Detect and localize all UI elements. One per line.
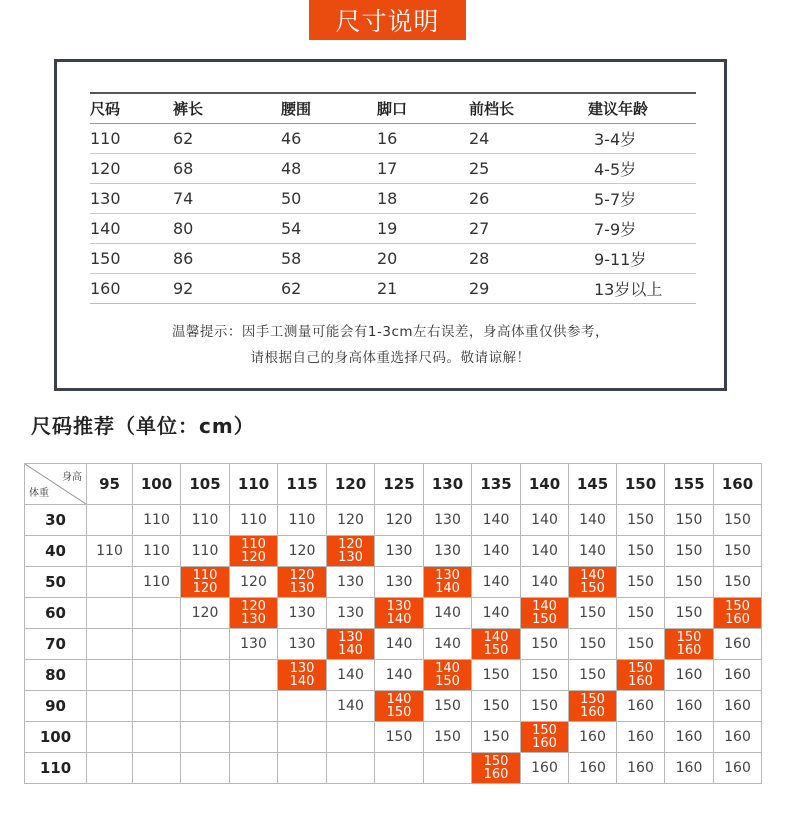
size-value: 120 xyxy=(192,581,218,596)
weight-header-cell: 70 xyxy=(25,629,87,660)
corner-weight-label: 体重 xyxy=(29,488,49,499)
column-header: 脚口 xyxy=(377,93,469,124)
size-between-cell xyxy=(521,722,569,753)
size-cell: 150 xyxy=(665,505,714,536)
table-cell: 3-4岁 xyxy=(588,124,696,154)
height-header-cell: 130 xyxy=(424,464,472,505)
size-cell: 120 xyxy=(278,536,327,567)
size-cell: 150 xyxy=(617,567,665,598)
empty-cell xyxy=(133,660,181,691)
size-spec-header-row xyxy=(90,93,696,124)
size-cell: 140 xyxy=(569,536,617,567)
size-value: 140 xyxy=(580,568,605,583)
size-cell: 140 xyxy=(472,598,521,629)
column-header: 裤长 xyxy=(173,93,281,124)
size-value: 150 xyxy=(532,612,557,627)
column-header: 前档长 xyxy=(469,93,588,124)
size-between-cell xyxy=(375,691,424,722)
size-cell: 110 xyxy=(133,567,181,598)
table-cell: 18 xyxy=(377,184,469,214)
size-value: 150 xyxy=(435,674,460,689)
size-cell: 130 xyxy=(327,567,375,598)
empty-cell xyxy=(87,722,133,753)
size-cell: 130 xyxy=(375,567,424,598)
empty-cell xyxy=(230,722,278,753)
size-cell: 140 xyxy=(472,536,521,567)
size-value: 130 xyxy=(289,581,315,596)
size-cell: 160 xyxy=(665,691,714,722)
size-cell: 150 xyxy=(424,691,472,722)
weight-header-cell: 40 xyxy=(25,536,87,567)
height-header-cell: 150 xyxy=(617,464,665,505)
empty-cell xyxy=(133,722,181,753)
size-cell: 160 xyxy=(569,722,617,753)
table-cell: 24 xyxy=(469,124,588,154)
empty-cell xyxy=(87,598,133,629)
size-cell: 140 xyxy=(569,505,617,536)
weight-row xyxy=(25,505,762,536)
empty-cell xyxy=(133,598,181,629)
note-line-2: 请根据自己的身高体重选择尺码。敬请谅解！ xyxy=(250,350,531,366)
table-cell: 140 xyxy=(90,214,173,244)
size-cell: 150 xyxy=(714,536,762,567)
empty-cell xyxy=(181,753,230,784)
size-between-cell xyxy=(665,629,714,660)
size-between-cell xyxy=(327,536,375,567)
empty-cell xyxy=(278,753,327,784)
table-cell: 50 xyxy=(281,184,377,214)
height-header-cell: 140 xyxy=(521,464,569,505)
size-cell: 150 xyxy=(521,660,569,691)
column-header: 腰围 xyxy=(281,93,377,124)
height-header-cell: 115 xyxy=(278,464,327,505)
height-header-cell: 125 xyxy=(375,464,424,505)
table-cell: 150 xyxy=(90,244,173,274)
size-cell: 150 xyxy=(665,536,714,567)
size-cell: 150 xyxy=(665,567,714,598)
size-cell: 150 xyxy=(521,691,569,722)
size-cell: 150 xyxy=(569,598,617,629)
column-header: 尺码 xyxy=(90,93,173,124)
size-cell: 140 xyxy=(327,691,375,722)
empty-cell xyxy=(230,660,278,691)
size-value: 160 xyxy=(676,643,702,658)
size-value: 130 xyxy=(435,568,460,583)
table-row xyxy=(90,274,696,304)
size-value: 140 xyxy=(386,612,412,627)
empty-cell xyxy=(230,691,278,722)
table-cell: 26 xyxy=(469,184,588,214)
size-value: 120 xyxy=(289,568,315,583)
size-value: 130 xyxy=(386,599,412,614)
table-cell: 62 xyxy=(281,274,377,304)
table-cell: 160 xyxy=(90,274,173,304)
size-value: 110 xyxy=(241,537,266,552)
size-cell: 110 xyxy=(181,505,230,536)
size-cell: 140 xyxy=(424,598,472,629)
size-guide-banner xyxy=(309,0,466,40)
empty-cell xyxy=(133,691,181,722)
size-cell: 110 xyxy=(278,505,327,536)
size-value: 160 xyxy=(725,612,750,627)
size-cell: 140 xyxy=(327,660,375,691)
size-value: 150 xyxy=(483,643,509,658)
size-cell: 160 xyxy=(617,753,665,784)
table-cell: 80 xyxy=(173,214,281,244)
size-between-cell xyxy=(230,536,278,567)
height-header-cell: 120 xyxy=(327,464,375,505)
size-cell: 150 xyxy=(424,722,472,753)
weight-row xyxy=(25,722,762,753)
size-value: 150 xyxy=(532,723,557,738)
height-header-cell: 95 xyxy=(87,464,133,505)
weight-row xyxy=(25,567,762,598)
weight-row xyxy=(25,753,762,784)
size-cell: 130 xyxy=(230,629,278,660)
empty-cell xyxy=(87,567,133,598)
size-cell: 140 xyxy=(521,536,569,567)
size-cell: 150 xyxy=(472,722,521,753)
size-cell: 120 xyxy=(230,567,278,598)
height-header-row xyxy=(25,464,762,505)
empty-cell xyxy=(87,505,133,536)
size-cell: 140 xyxy=(424,629,472,660)
table-cell: 9-11岁 xyxy=(588,244,696,274)
height-header-cell: 100 xyxy=(133,464,181,505)
height-header-cell: 160 xyxy=(714,464,762,505)
size-cell: 140 xyxy=(521,567,569,598)
size-cell: 150 xyxy=(665,598,714,629)
size-cell: 110 xyxy=(133,505,181,536)
size-cell: 150 xyxy=(617,505,665,536)
size-between-cell xyxy=(424,660,472,691)
size-value: 130 xyxy=(338,550,363,565)
size-cell: 110 xyxy=(133,536,181,567)
table-cell: 16 xyxy=(377,124,469,154)
size-value: 120 xyxy=(241,599,266,614)
size-cell: 160 xyxy=(714,722,762,753)
table-cell: 62 xyxy=(173,124,281,154)
banner-title: 尺寸说明 xyxy=(335,7,440,36)
size-recommend-grid xyxy=(24,463,762,784)
empty-cell xyxy=(133,753,181,784)
size-spec-panel xyxy=(54,59,727,391)
size-cell: 150 xyxy=(714,567,762,598)
empty-cell xyxy=(87,629,133,660)
size-cell: 140 xyxy=(375,660,424,691)
table-cell: 13岁以上 xyxy=(588,274,696,304)
size-between-cell xyxy=(569,691,617,722)
table-cell: 4-5岁 xyxy=(588,154,696,184)
size-cell: 110 xyxy=(181,536,230,567)
size-value: 150 xyxy=(676,630,702,645)
weight-row xyxy=(25,691,762,722)
table-cell: 28 xyxy=(469,244,588,274)
weight-header-cell: 50 xyxy=(25,567,87,598)
size-value: 140 xyxy=(483,630,509,645)
empty-cell xyxy=(278,691,327,722)
size-cell: 150 xyxy=(617,536,665,567)
weight-header-cell: 100 xyxy=(25,722,87,753)
table-row xyxy=(90,214,696,244)
size-value: 150 xyxy=(628,661,653,676)
empty-cell xyxy=(375,753,424,784)
size-between-cell xyxy=(424,567,472,598)
table-cell: 110 xyxy=(90,124,173,154)
empty-cell xyxy=(181,629,230,660)
size-cell: 150 xyxy=(521,629,569,660)
height-header-cell: 110 xyxy=(230,464,278,505)
size-between-cell xyxy=(714,598,762,629)
size-between-cell xyxy=(472,629,521,660)
size-cell: 160 xyxy=(714,691,762,722)
size-between-cell xyxy=(278,660,327,691)
table-cell: 20 xyxy=(377,244,469,274)
size-value: 120 xyxy=(338,537,363,552)
size-between-cell xyxy=(327,629,375,660)
size-cell: 150 xyxy=(617,598,665,629)
size-cell: 150 xyxy=(714,505,762,536)
size-value: 150 xyxy=(580,581,605,596)
size-value: 140 xyxy=(435,581,460,596)
table-cell: 21 xyxy=(377,274,469,304)
height-header-cell: 135 xyxy=(472,464,521,505)
size-between-cell xyxy=(569,567,617,598)
column-header: 建议年龄 xyxy=(588,93,696,124)
size-value: 110 xyxy=(192,568,218,583)
size-cell: 160 xyxy=(617,722,665,753)
weight-header-cell: 90 xyxy=(25,691,87,722)
empty-cell xyxy=(87,753,133,784)
table-cell: 5-7岁 xyxy=(588,184,696,214)
empty-cell xyxy=(327,753,375,784)
size-cell: 130 xyxy=(424,536,472,567)
size-value: 160 xyxy=(483,767,509,782)
size-value: 130 xyxy=(338,630,363,645)
empty-cell xyxy=(278,722,327,753)
empty-cell xyxy=(87,660,133,691)
size-cell: 120 xyxy=(327,505,375,536)
size-value: 150 xyxy=(386,705,412,720)
size-cell: 150 xyxy=(617,629,665,660)
table-row xyxy=(90,184,696,214)
size-value: 150 xyxy=(580,692,605,707)
size-between-cell xyxy=(230,598,278,629)
table-cell: 74 xyxy=(173,184,281,214)
size-value: 140 xyxy=(435,661,460,676)
size-value: 140 xyxy=(338,643,363,658)
table-cell: 19 xyxy=(377,214,469,244)
size-value: 150 xyxy=(725,599,750,614)
size-cell: 160 xyxy=(665,722,714,753)
size-between-cell xyxy=(472,753,521,784)
size-cell: 150 xyxy=(472,660,521,691)
size-cell: 150 xyxy=(375,722,424,753)
table-row xyxy=(90,154,696,184)
table-cell: 17 xyxy=(377,154,469,184)
table-cell: 46 xyxy=(281,124,377,154)
size-cell: 150 xyxy=(569,629,617,660)
weight-header-cell: 60 xyxy=(25,598,87,629)
size-cell: 160 xyxy=(617,691,665,722)
size-value: 150 xyxy=(483,754,509,769)
table-row xyxy=(90,244,696,274)
empty-cell xyxy=(327,722,375,753)
weight-row xyxy=(25,629,762,660)
weight-header-cell: 110 xyxy=(25,753,87,784)
table-row xyxy=(90,124,696,154)
corner-height-label: 身高 xyxy=(62,472,82,483)
weight-header-cell: 30 xyxy=(25,505,87,536)
size-cell: 120 xyxy=(375,505,424,536)
size-spec-table xyxy=(90,92,696,304)
empty-cell xyxy=(181,722,230,753)
height-header-cell: 105 xyxy=(181,464,230,505)
size-cell: 160 xyxy=(714,629,762,660)
size-cell: 150 xyxy=(472,691,521,722)
size-between-cell xyxy=(375,598,424,629)
empty-cell xyxy=(133,629,181,660)
size-cell: 140 xyxy=(472,567,521,598)
weight-row xyxy=(25,536,762,567)
size-cell: 120 xyxy=(181,598,230,629)
table-cell: 29 xyxy=(469,274,588,304)
size-between-cell xyxy=(181,567,230,598)
size-value: 130 xyxy=(241,612,266,627)
size-value: 140 xyxy=(289,674,315,689)
empty-cell xyxy=(424,753,472,784)
size-cell: 130 xyxy=(278,598,327,629)
corner-cell xyxy=(25,464,87,505)
table-cell: 130 xyxy=(90,184,173,214)
weight-row xyxy=(25,660,762,691)
size-between-cell xyxy=(521,598,569,629)
height-header-cell: 145 xyxy=(569,464,617,505)
size-cell: 140 xyxy=(521,505,569,536)
size-cell: 160 xyxy=(569,753,617,784)
weight-header-cell: 80 xyxy=(25,660,87,691)
size-cell: 140 xyxy=(375,629,424,660)
table-cell: 54 xyxy=(281,214,377,244)
size-cell: 160 xyxy=(714,660,762,691)
size-cell: 130 xyxy=(424,505,472,536)
size-cell: 140 xyxy=(472,505,521,536)
size-cell: 130 xyxy=(327,598,375,629)
weight-row xyxy=(25,598,762,629)
note-line-1: 温馨提示：因手工测量可能会有1-3cm左右误差，身高体重仅供参考， xyxy=(171,324,610,340)
size-value: 120 xyxy=(241,550,266,565)
table-cell: 86 xyxy=(173,244,281,274)
size-cell: 160 xyxy=(665,660,714,691)
size-value: 160 xyxy=(628,674,653,689)
table-cell: 120 xyxy=(90,154,173,184)
size-value: 160 xyxy=(580,705,605,720)
size-cell: 130 xyxy=(278,629,327,660)
table-cell: 92 xyxy=(173,274,281,304)
size-cell: 110 xyxy=(230,505,278,536)
empty-cell xyxy=(230,753,278,784)
size-cell: 110 xyxy=(87,536,133,567)
empty-cell xyxy=(181,660,230,691)
size-between-cell xyxy=(617,660,665,691)
height-header-cell: 155 xyxy=(665,464,714,505)
table-cell: 25 xyxy=(469,154,588,184)
table-cell: 58 xyxy=(281,244,377,274)
table-cell: 27 xyxy=(469,214,588,244)
size-cell: 160 xyxy=(521,753,569,784)
empty-cell xyxy=(181,691,230,722)
size-between-cell xyxy=(278,567,327,598)
empty-cell xyxy=(87,691,133,722)
size-cell: 130 xyxy=(375,536,424,567)
size-cell: 160 xyxy=(665,753,714,784)
table-cell: 48 xyxy=(281,154,377,184)
size-value: 160 xyxy=(532,736,557,751)
size-cell: 150 xyxy=(569,660,617,691)
size-value: 140 xyxy=(386,692,412,707)
table-cell: 68 xyxy=(173,154,281,184)
size-value: 140 xyxy=(532,599,557,614)
size-value: 130 xyxy=(289,661,315,676)
size-cell: 160 xyxy=(714,753,762,784)
table-cell: 7-9岁 xyxy=(588,214,696,244)
recommend-title: 尺码推荐（单位：cm） xyxy=(31,414,255,438)
